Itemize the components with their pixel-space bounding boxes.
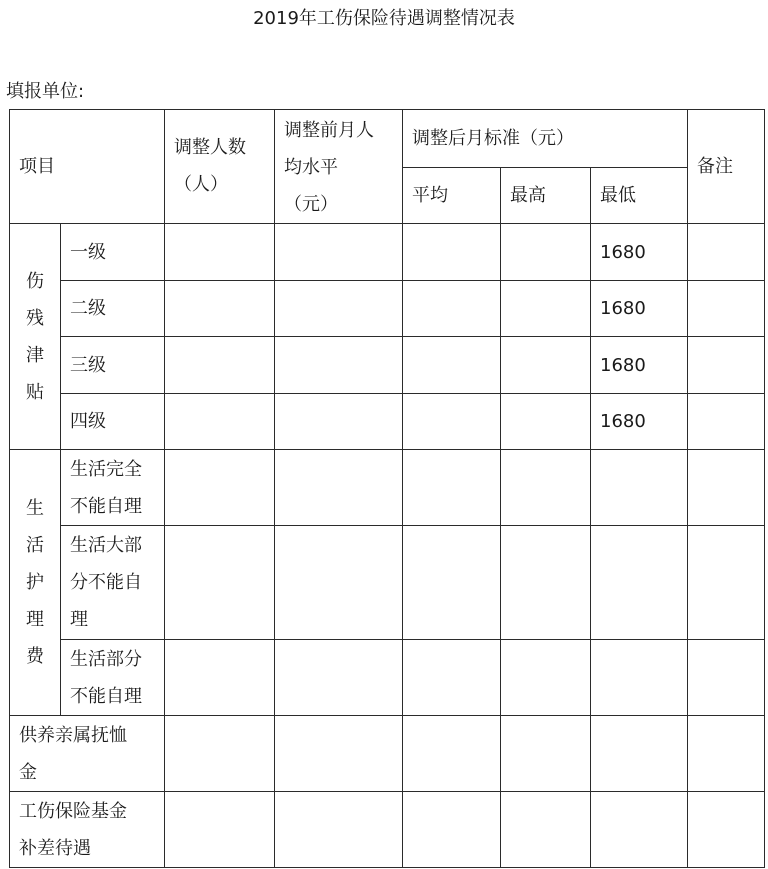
level-label: 二级 — [61, 281, 165, 337]
page-title: 2019年工伤保险待遇调整情况表 — [253, 8, 515, 29]
min-value: 1680 — [591, 394, 688, 450]
table-row — [10, 716, 765, 792]
header-after: 调整后月标准（元） — [403, 110, 688, 168]
min-value: 1680 — [591, 281, 688, 337]
nursing-level: 生活大部 分不能自 理 — [61, 526, 165, 640]
table-row — [10, 337, 765, 394]
header-item: 项目 — [10, 110, 165, 224]
level-label: 三级 — [61, 337, 165, 394]
header-note: 备注 — [688, 110, 765, 224]
min-value: 1680 — [591, 337, 688, 394]
nursing-level: 生活部分 不能自理 — [61, 640, 165, 716]
group-disability: 伤 残 津 贴 — [10, 224, 61, 450]
nursing-level: 生活完全 不能自理 — [61, 450, 165, 526]
table-row — [10, 281, 765, 337]
header-count: 调整人数 （人） — [165, 110, 275, 224]
group-nursing: 生 活 护 理 费 — [10, 450, 61, 716]
header-before: 调整前月人 均水平 （元） — [275, 110, 403, 224]
table-row — [10, 224, 765, 281]
header-avg: 平均 — [403, 167, 501, 224]
header-min: 最低 — [591, 167, 688, 224]
table-row — [10, 526, 765, 640]
level-label: 四级 — [61, 394, 165, 450]
adjustment-table — [9, 109, 765, 868]
header-max: 最高 — [501, 167, 591, 224]
level-label: 一级 — [61, 224, 165, 281]
table-row — [10, 450, 765, 526]
table-row — [10, 792, 765, 868]
dependents-label: 供养亲属抚恤 金 — [10, 716, 165, 792]
fund-label: 工伤保险基金 补差待遇 — [10, 792, 165, 868]
unit-label: 填报单位: — [6, 81, 85, 102]
min-value: 1680 — [591, 224, 688, 281]
table-row — [10, 640, 765, 716]
table-row — [10, 394, 765, 450]
